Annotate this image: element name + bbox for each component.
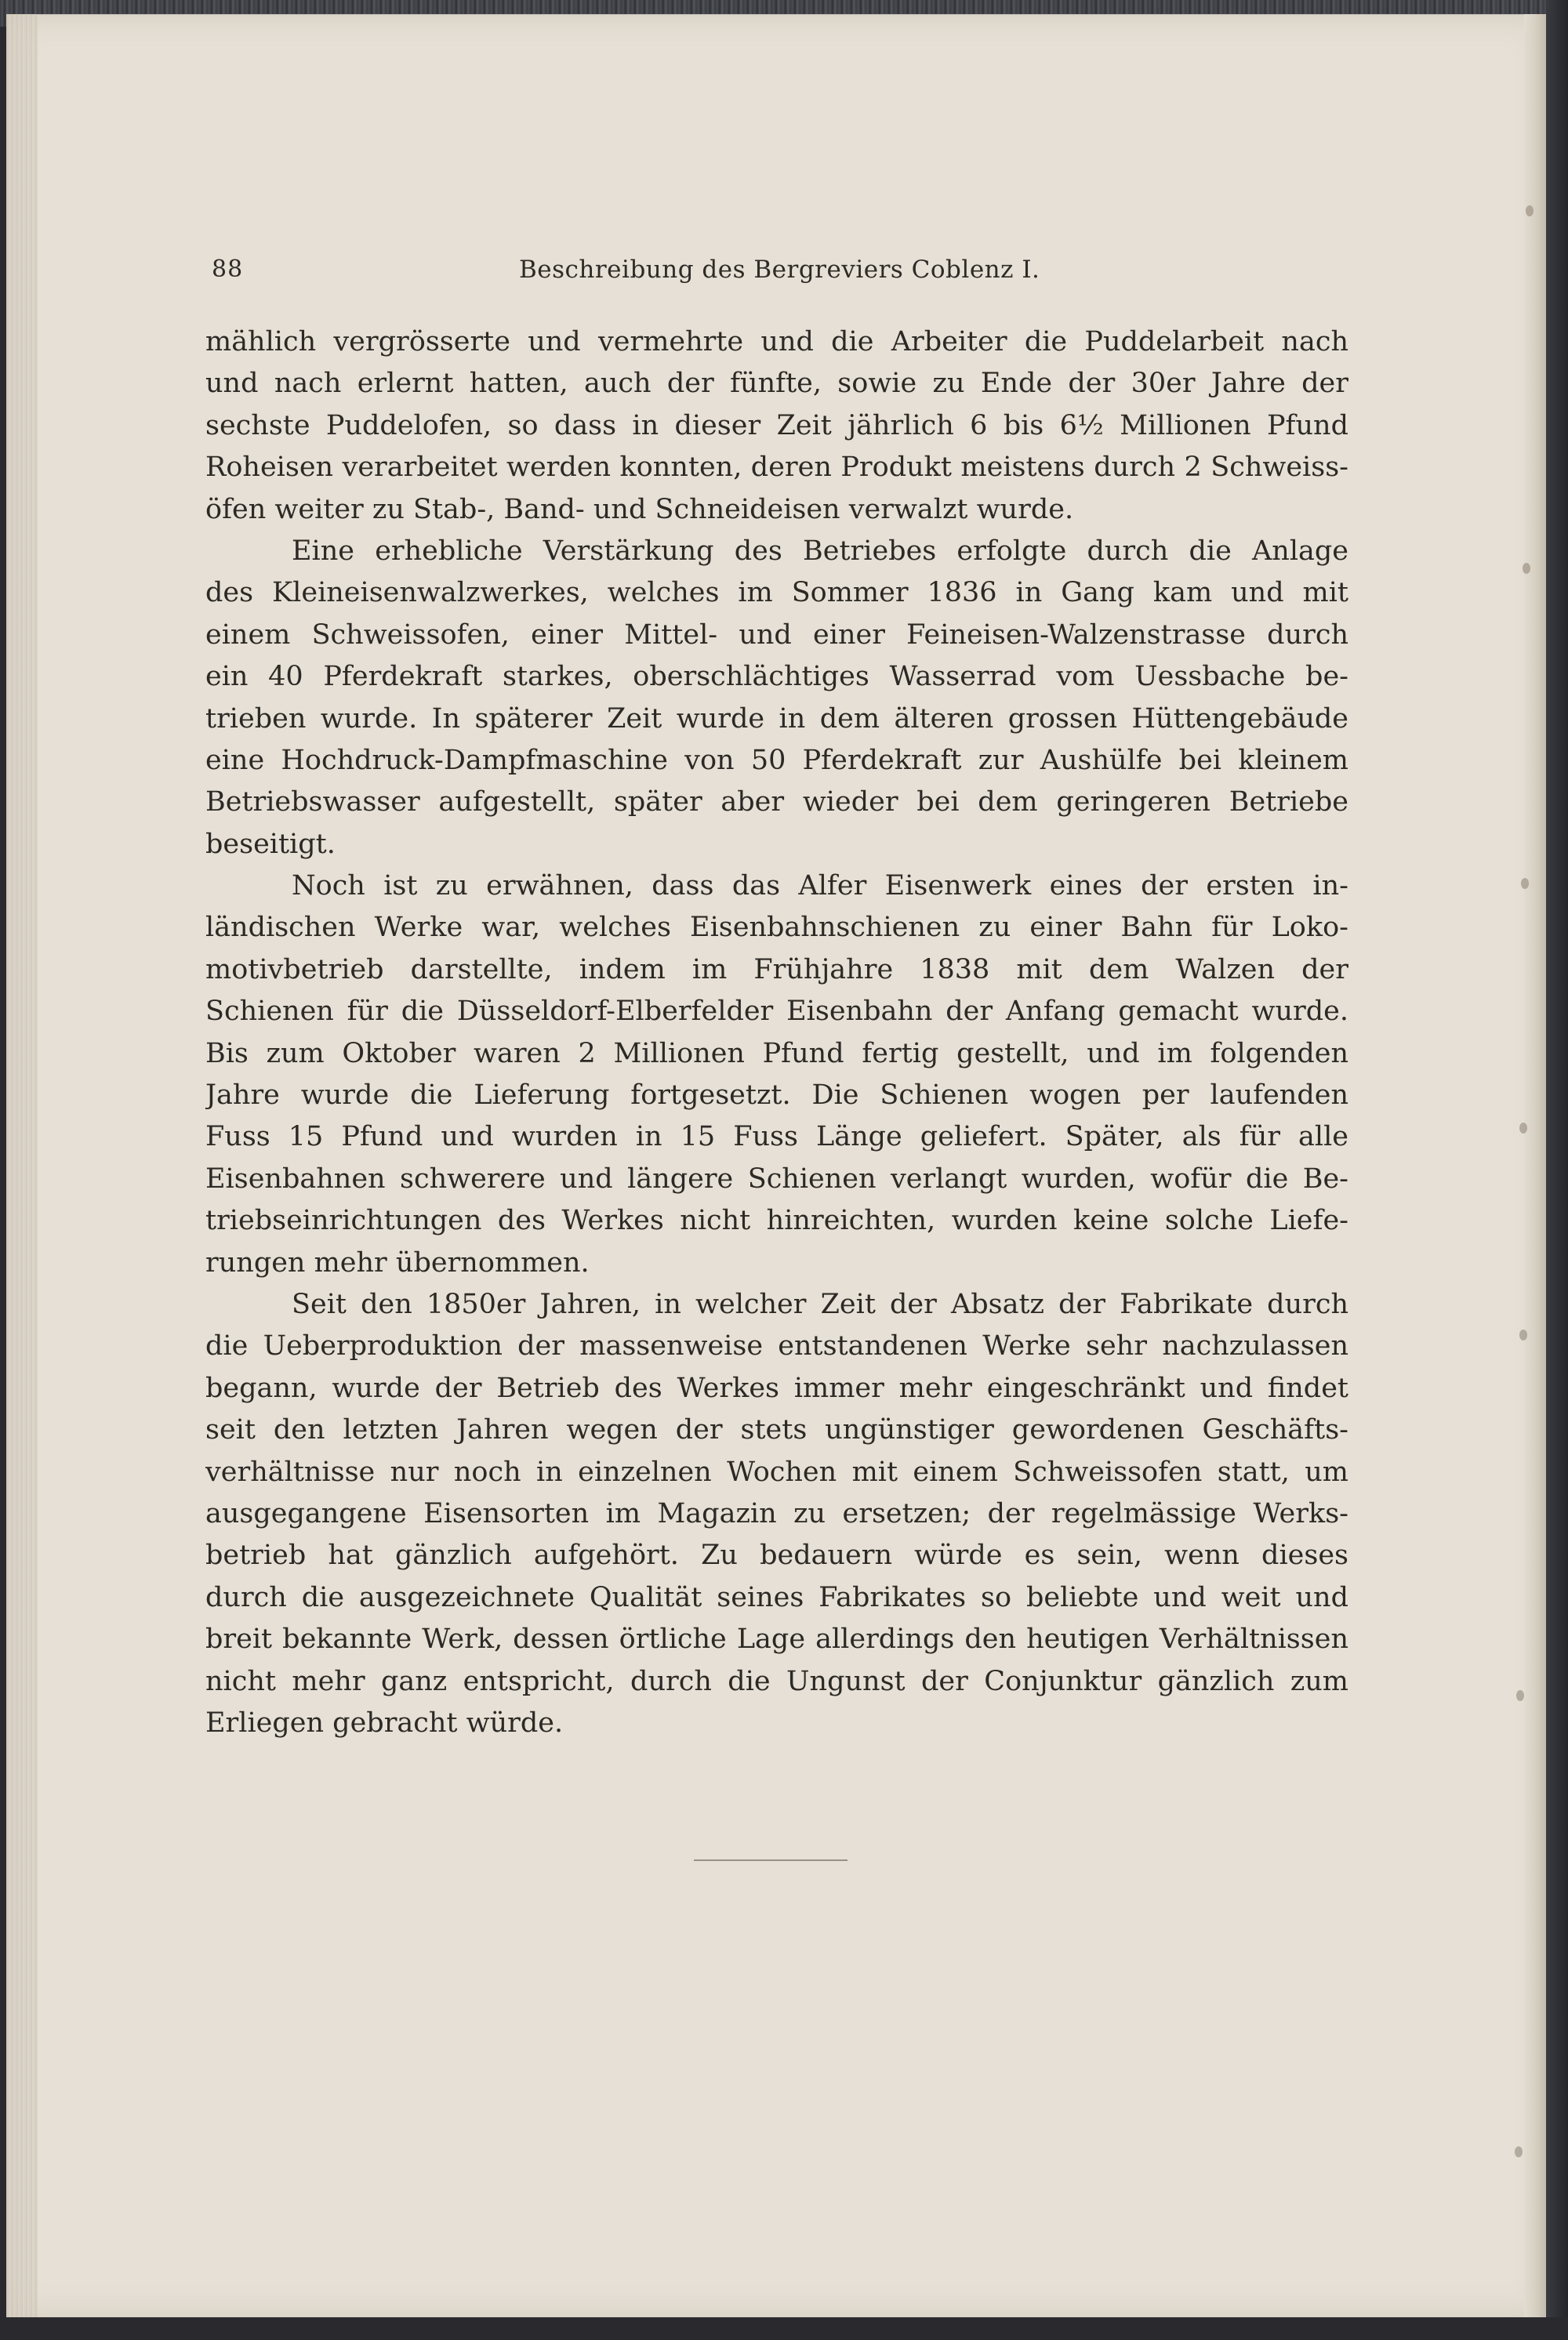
text-line: mählich vergrösserte und vermehrte und die Arbeiter die Puddelarbeit nach <box>205 326 1348 357</box>
page-header <box>212 256 1058 292</box>
text-line: durch die ausgezeichnete Qualität seines Fabrikates so beliebte und weit und <box>205 1581 1348 1613</box>
margin-speck <box>1519 1330 1527 1341</box>
text-line: Erliegen gebracht würde. <box>205 1707 564 1739</box>
text-line: einem Schweissofen, einer Mittel- und einer Feineisen-Walzenstrasse durch <box>205 619 1348 651</box>
margin-speck <box>1515 2146 1523 2157</box>
scan-right-border <box>1546 0 1568 2340</box>
text-line: die Ueberproduktion der massenweise entstandenen Werke sehr nachzulassen <box>205 1330 1348 1362</box>
text-line: sechste Puddelofen, so dass in dieser Zeit jährlich 6 bis 6½ Millionen Pfund <box>205 409 1348 441</box>
text-line: ein 40 Pferdekraft starkes, oberschlächtiges Wasserrad vom Uessbache be- <box>205 661 1348 693</box>
scan-bottom-border <box>0 2317 1568 2340</box>
text-line: Roheisen verarbeitet werden konnten, deren Produkt meistens durch 2 Schweiss- <box>205 452 1348 484</box>
text-line: trieben wurde. In späterer Zeit wurde in dem älteren grossen Hüttengebäude <box>205 702 1348 735</box>
text-line: Schienen für die Düsseldorf-Elberfelder Eisenbahn der Anfang gemacht wurde. <box>205 996 1348 1028</box>
text-line: ländischen Werke war, welches Eisenbahnschienen zu einer Bahn für Loko- <box>205 912 1348 944</box>
page-gutter-binding <box>6 14 38 2317</box>
text-line: öfen weiter zu Stab-, Band- und Schneideisen verwalzt wurde. <box>205 493 1074 525</box>
text-line: Seit den 1850er Jahren, in welcher Zeit der Absatz der Fabrikate durch <box>292 1288 1348 1320</box>
text-line: betrieb hat gänzlich aufgehört. Zu bedauern würde es sein, wenn dieses <box>205 1540 1348 1572</box>
page-stack-edge <box>1524 14 1546 2317</box>
text-line: triebseinrichtungen des Werkes nicht hinreichten, wurden keine solche Liefe- <box>205 1205 1348 1237</box>
end-rule <box>694 1859 848 1861</box>
margin-speck <box>1516 1690 1524 1701</box>
text-line: Eisenbahnen schwerere und längere Schienen verlangt wurden, wofür die Be- <box>205 1163 1348 1195</box>
body-text <box>205 321 1348 1744</box>
text-line: rungen mehr übernommen. <box>205 1246 590 1279</box>
text-line: eine Hochdruck-Dampfmaschine von 50 Pferdekraft zur Aushülfe bei kleinem <box>205 744 1348 776</box>
text-line: beseitigt. <box>205 828 336 860</box>
text-line: begann, wurde der Betrieb des Werkes immer mehr eingeschränkt und findet <box>205 1372 1348 1404</box>
margin-speck <box>1523 563 1530 574</box>
margin-speck <box>1526 205 1534 216</box>
text-line: Noch ist zu erwähnen, dass das Alfer Eisenwerk eines der ersten in- <box>292 870 1348 902</box>
text-line: Betriebswasser aufgestellt, später aber wieder bei dem geringeren Betriebe <box>205 786 1348 818</box>
text-line: verhältnisse nur noch in einzelnen Wochen mit einem Schweissofen statt, um <box>205 1456 1348 1488</box>
margin-speck <box>1519 1123 1527 1134</box>
margin-speck <box>1521 878 1529 889</box>
text-line: breit bekannte Werk, dessen örtliche Lage allerdings den heutigen Verhältnissen <box>205 1623 1348 1656</box>
text-line: Eine erhebliche Verstärkung des Betriebes erfolgte durch die Anlage <box>292 535 1348 567</box>
running-head: Beschreibung des Bergreviers Coblenz I. <box>519 256 1040 284</box>
text-line: und nach erlernt hatten, auch der fünfte, sowie zu Ende der 30er Jahre der <box>205 368 1348 400</box>
text-line: Bis zum Oktober waren 2 Millionen Pfund fertig gestellt, und im folgenden <box>205 1037 1348 1069</box>
text-line: nicht mehr ganz entspricht, durch die Ungunst der Conjunktur gänzlich zum <box>205 1665 1348 1697</box>
text-line: motivbetrieb darstellte, indem im Frühjahre 1838 mit dem Walzen der <box>205 953 1348 985</box>
text-line: seit den letzten Jahren wegen der stets ungünstiger gewordenen Geschäfts- <box>205 1414 1348 1446</box>
text-line: Jahre wurde die Lieferung fortgesetzt. Die Schienen wogen per laufenden <box>205 1079 1348 1112</box>
page-number: 88 <box>212 256 244 283</box>
text-line: ausgegangene Eisensorten im Magazin zu ersetzen; der regelmässige Werks- <box>205 1497 1348 1529</box>
text-line: des Kleineisenwalzwerkes, welches im Sommer 1836 in Gang kam und mit <box>205 577 1348 609</box>
text-line: Fuss 15 Pfund und wurden in 15 Fuss Länge geliefert. Später, als für alle <box>205 1121 1348 1153</box>
